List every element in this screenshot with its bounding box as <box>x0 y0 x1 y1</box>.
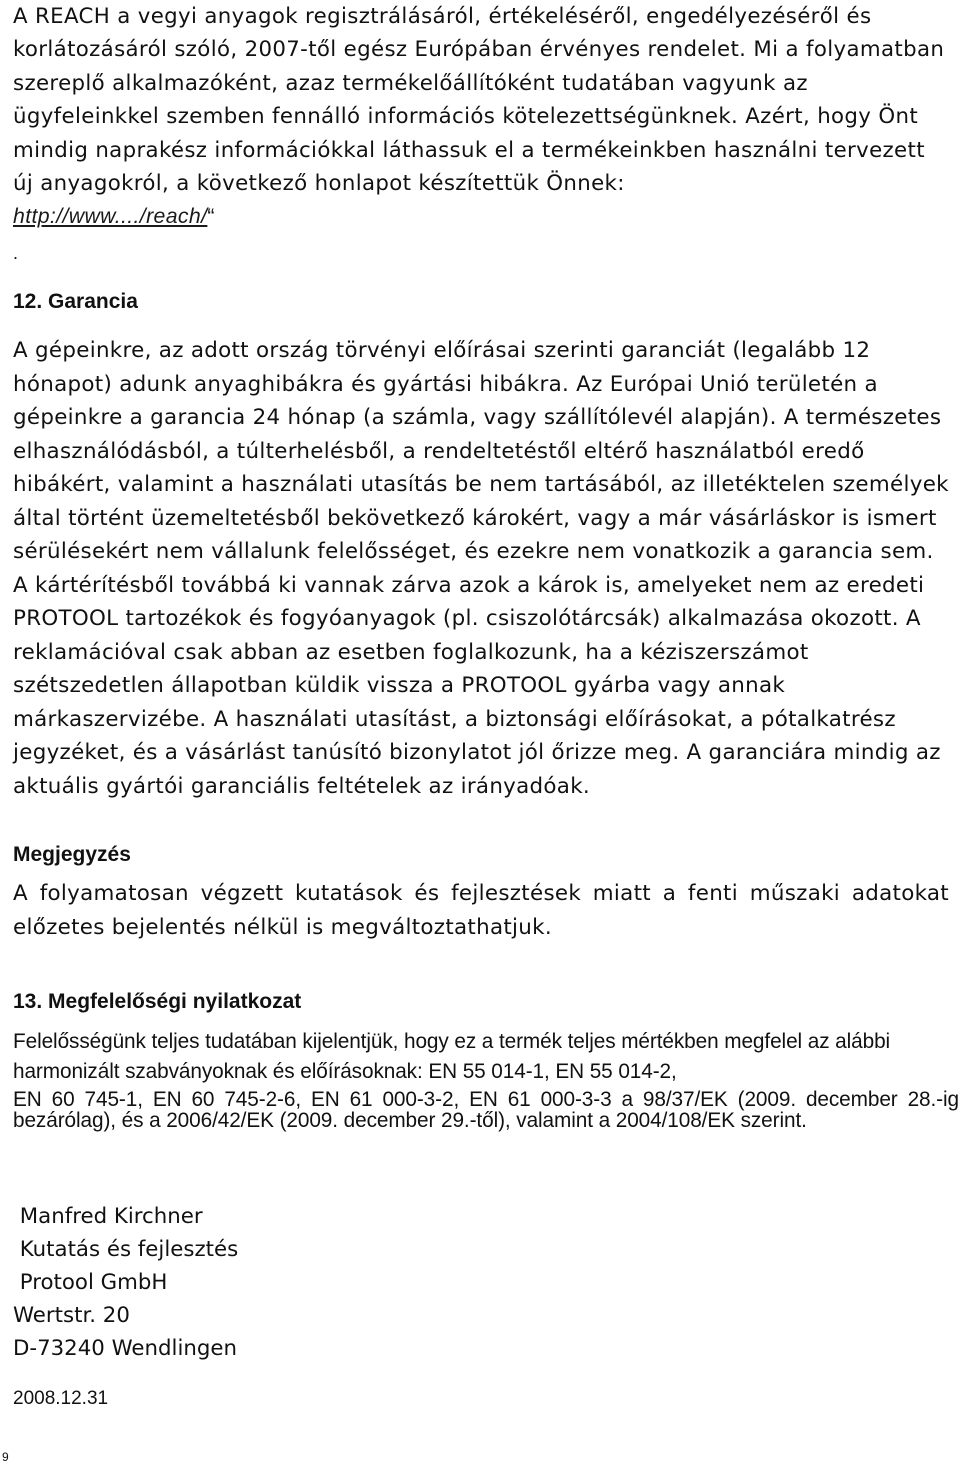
declaration-standards: EN 60 745-1, EN 60 745-2-6, EN 61 000-3-2, EN 61 000-3-3 a 98/37/EK (2009. december 28.-ig bezárólag), és a 2006/42/EK (2009. december 29.-től), valamint a 2004/108/EK szerint. <box>13 1088 959 1132</box>
section-13-heading: 13. Megfelelőségi nyilatkozat <box>13 990 302 1013</box>
signer-department: Kutatás és fejlesztés <box>13 1237 239 1262</box>
reach-paragraph-text: A REACH a vegyi anyagok regisztrálásáról, értékeléséről, engedélyezéséről és korlátozásáról szóló, 2007-től egész Európában érvényes rendelet. Mi a folyamatban szereplő alkalmazóként, azaz termékelőállítóként tudatában vagyunk az ügyfeleinkkel szemben fennálló információs kötelezettségünknek. Azért, hogy Önt mindig naprakész információkkal láthassuk el a termékeinkben használni tervezett új anyagokról, a következő honlapot készítettük Önnek: <box>13 4 945 197</box>
signature-block <box>13 1200 238 1365</box>
section-12-heading: 12. Garancia <box>13 290 138 313</box>
signer-name: Manfred Kirchner <box>13 1204 203 1229</box>
reach-paragraph <box>13 0 949 234</box>
document-date: 2008.12.31 <box>13 1388 109 1409</box>
reach-link-quote: “ <box>207 204 215 229</box>
signer-company: Protool GmbH <box>13 1270 168 1295</box>
signer-city: D-73240 Wendlingen <box>13 1336 237 1361</box>
page-number: 9 <box>2 1450 9 1464</box>
reach-link[interactable]: http://www..../reach/ <box>13 204 208 229</box>
warranty-paragraph: A gépeinkre, az adott ország törvényi előírásai szerinti garanciát (legalább 12 hónapot) adunk anyaghibákra és gyártási hibákra. Az Európai Unió területén a gépeinkre a garancia 24 hónap (a számla, vagy szállítólevél alapján). A természetes elhasználódásból, a túlterhelésből, a rendeltetéstől eltérő használatból eredő hibákért, valamint a használati utasítás be nem tartásából, az illetéktelen személyek által történt üzemeltetésből bekövetkező károkért, vagy a már vásárláskor is ismert sérülésekért nem vállalunk felelősséget, és ezekre nem vonatkozik a garancia sem. A kártérítésből továbbá ki vannak zárva azok a károk is, amelyeket nem az eredeti PROTOOL tartozékok és fogyóanyagok (pl. csiszolótárcsák) alkalmazása okozott. A reklamációval csak abban az esetben foglalkozunk, ha a kéziszerszámot szétszedetlen állapotban küldik vissza a PROTOOL gyárba vagy annak márkaszervizébe. A használati utasítást, a biztonsági előírásokat, a pótalkatrész jegyzéket, és a vásárlást tanúsító bizonylatot jól őrizze meg. A garanciára mindig az aktuális gyártói garanciális feltételek az irányadóak. <box>13 338 949 799</box>
note-heading: Megjegyzés <box>13 843 131 866</box>
declaration-paragraph: Felelősségünk teljes tudatában kijelentjük, hogy ez a termék teljes mértékben megfelel az alábbi harmonizált szabványoknak és előírásoknak: EN 55 014-1, EN 55 014-2, <box>13 1030 891 1083</box>
stray-dot: . <box>13 243 19 263</box>
signer-street: Wertstr. 20 <box>13 1303 130 1328</box>
note-paragraph: A folyamatosan végzett kutatások és fejlesztések miatt a fenti műszaki adatokat előzetes bejelentés nélkül is megváltoztathatjuk. <box>13 881 949 940</box>
